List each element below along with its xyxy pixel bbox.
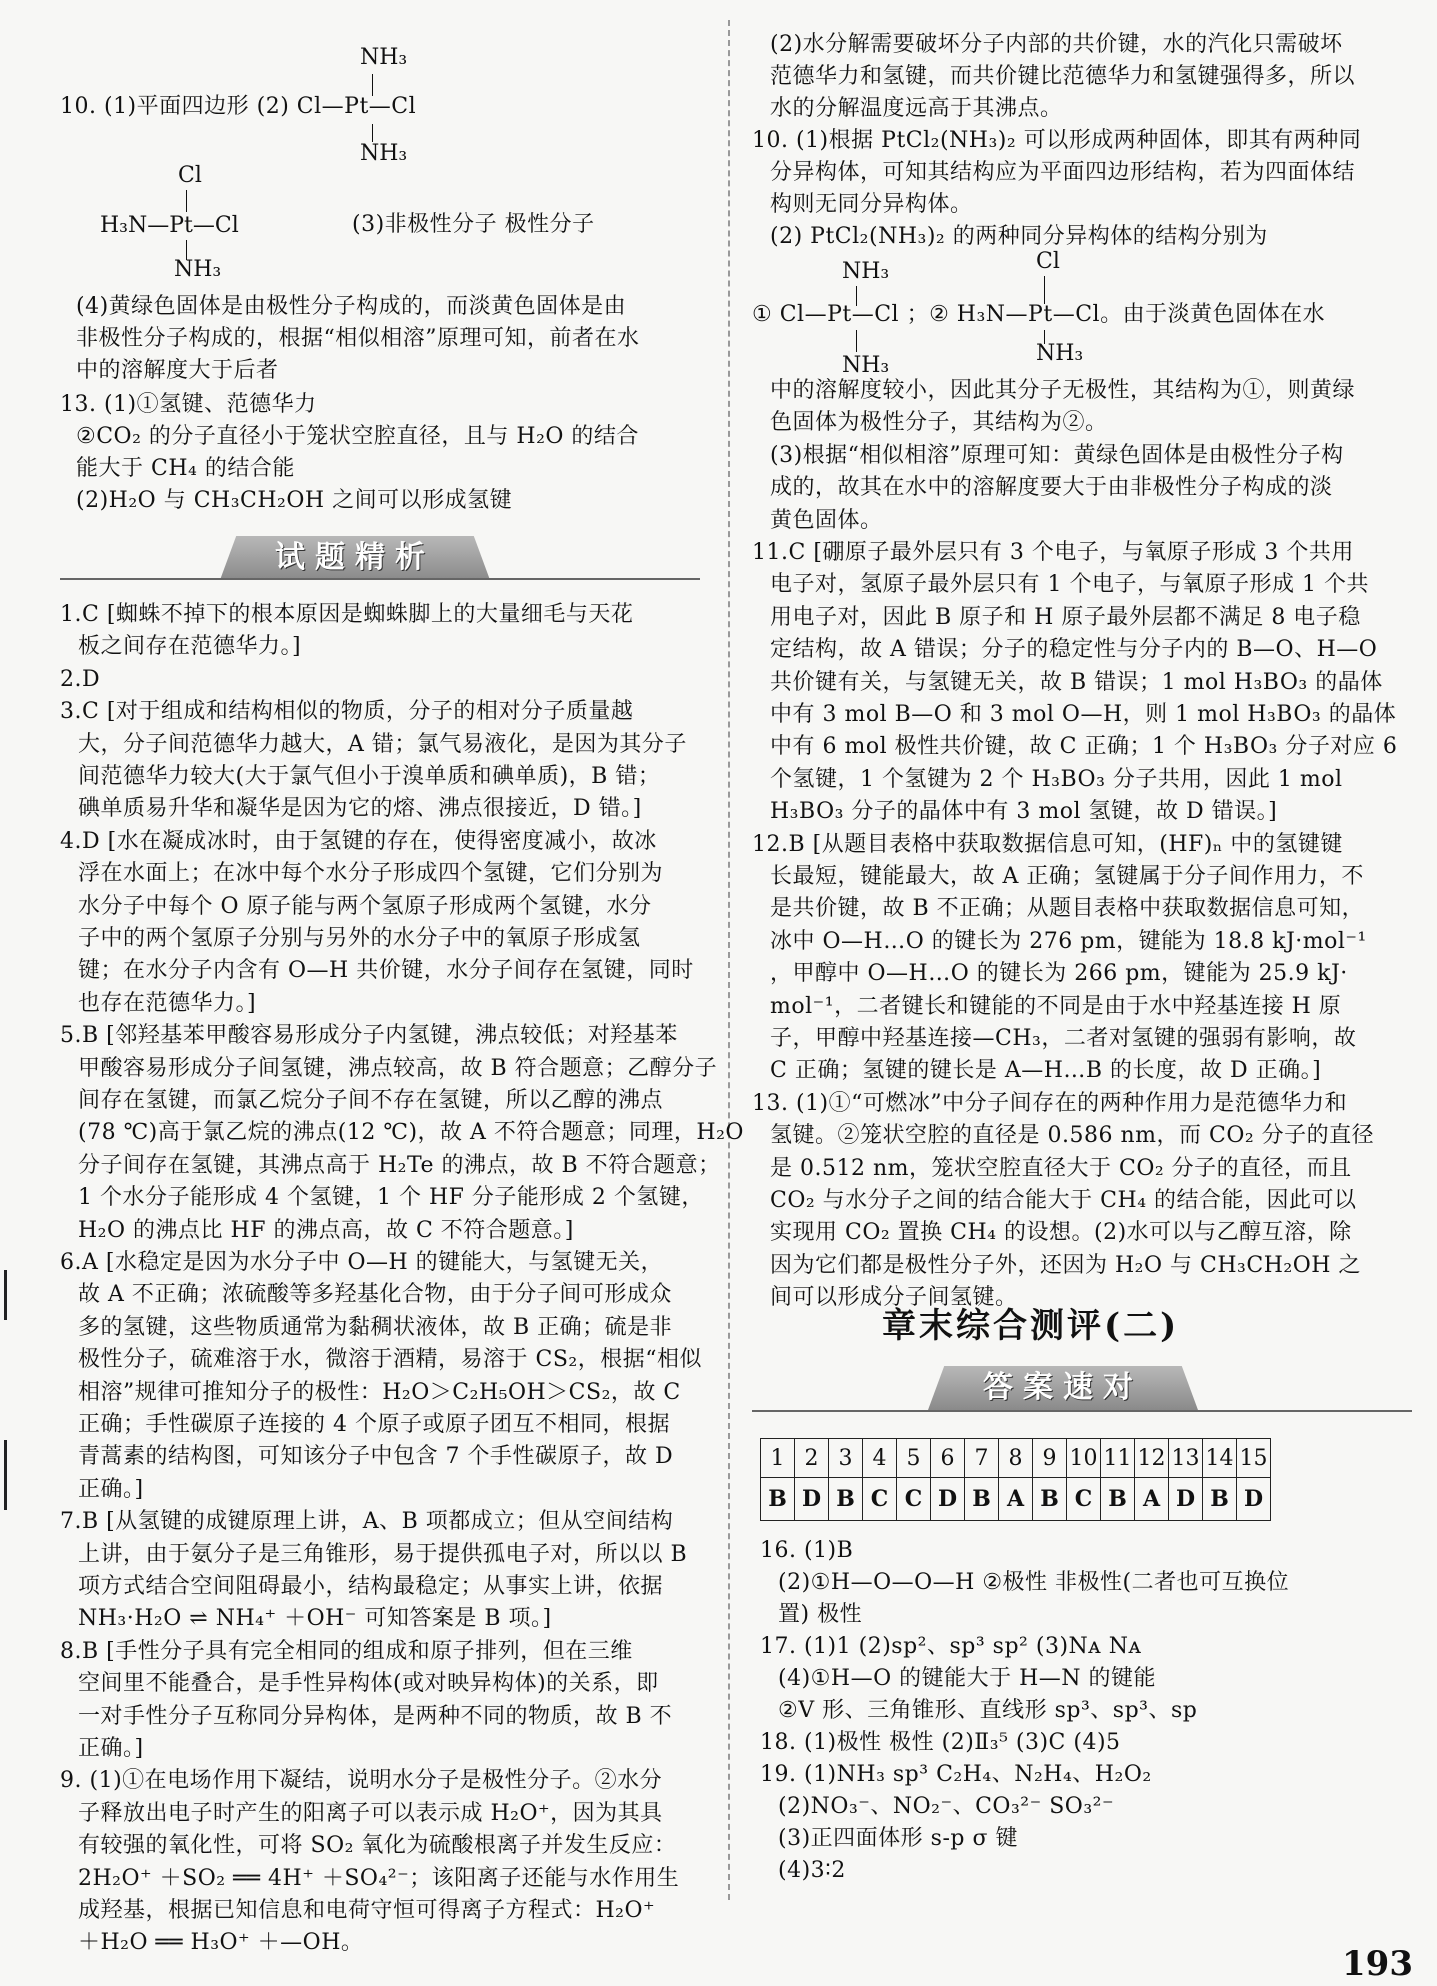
text-line: 有较强的氧化性，可将 SO₂ 氧化为硫酸根离子并发生反应：: [78, 1833, 677, 1859]
text-line: 冰中 O—H…O 的键长为 276 pm，键能为 18.8 kJ·mol⁻¹: [770, 928, 1367, 954]
answer-number-cell: 10: [1067, 1439, 1101, 1478]
answer-letter-cell: B: [1203, 1478, 1237, 1521]
q13-line: 能大于 CH₄ 的结合能: [76, 456, 295, 481]
text-line: 18. (1)极性 极性 (2)Ⅱ₃⁵ (3)C (4)5: [760, 1730, 1121, 1755]
answer-number-cell: 14: [1203, 1439, 1237, 1478]
text-line: (2)①H—O—O—H ②极性 非极性(二者也可互换位: [778, 1570, 1290, 1595]
banner-rule: [752, 1410, 1412, 1412]
answer-number-cell: 12: [1135, 1439, 1169, 1478]
text-line: (4)3∶2: [778, 1858, 846, 1883]
answer-letter-cell: D: [1169, 1478, 1203, 1521]
text-line: 项方式结合空间阻碍最小，结构最稳定；从事实上讲，依据: [78, 1574, 664, 1599]
answer-letter-cell: B: [1101, 1478, 1135, 1521]
text-line: H₃BO₃ 分子的晶体中有 3 mol 氢键，故 D 错误。]: [770, 799, 1278, 825]
text-line: 子，甲醇中羟基连接—CH₃，二者对氢键的强弱有影响，故: [770, 1026, 1357, 1051]
text-line: 8.B [手性分子具有完全相同的组成和原子排列，但在三维: [60, 1638, 633, 1664]
iso2-bottom: NH₃: [1036, 341, 1084, 366]
answer-number-cell: 2: [795, 1439, 829, 1478]
iso1-bond-down: [856, 330, 857, 352]
answer-letter-row: [761, 1478, 1271, 1521]
section-banner-answers: [928, 1366, 1198, 1410]
text-line: 16. (1)B: [760, 1538, 854, 1563]
banner-text: 答案速对: [983, 1370, 1143, 1405]
text-line: 色固体为极性分子，其结构为②。: [770, 410, 1108, 436]
page-number: 193: [1342, 1944, 1413, 1984]
text-line: 范德华力和氢键，而共价键比范德华力和氢键强得多，所以: [770, 64, 1356, 89]
text-line: 定结构，故 A 错误；分子的稳定性与分子内的 B—O、H—O: [770, 637, 1378, 663]
iso1-top: NH₃: [842, 259, 890, 284]
text-line: 键；在水分子内含有 O—H 共价键，水分子间存在氢键，同时: [78, 958, 694, 984]
answer-number-cell: 8: [999, 1439, 1033, 1478]
q10-struct2-top: Cl: [178, 163, 202, 188]
text-line: 3.C [对于组成和结构相似的物质，分子的相对分子质量越: [60, 699, 634, 725]
text-line: 1.C [蜘蛛不掉下的根本原因是蜘蛛脚上的大量细毛与天花: [60, 602, 634, 627]
answer-letter-cell: D: [931, 1478, 965, 1521]
text-line: 19. (1)NH₃ sp³ C₂H₄、N₂H₄、H₂O₂: [760, 1762, 1152, 1787]
text-line: 成的，故其在水中的溶解度要大于由非极性分子构成的淡: [770, 475, 1333, 501]
column-divider: [728, 20, 730, 1900]
answer-table: [760, 1438, 1271, 1521]
text-line: 长最短，键能最大，故 A 正确；氢键属于分子间作用力，不: [770, 864, 1364, 889]
text-line: 子中的两个氢原子分别与另外的水分子中的氧原子形成氢: [78, 926, 641, 951]
text-line: 13. (1)①“可燃冰”中分子间存在的两种作用力是范德华力和: [752, 1090, 1348, 1116]
text-line: 7.B [从氢键的成键原理上讲，A、B 项都成立；但从空间结构: [60, 1509, 674, 1535]
text-line: 故 A 不正确；浓硫酸等多羟基化合物，由于分子间可形成众: [78, 1282, 672, 1308]
text-line: 正确；手性碳原子连接的 4 个原子或原子团互不相同，根据: [78, 1412, 670, 1437]
text-line: 间存在氢键，而氯乙烷分子间不存在氢键，所以乙醇的沸点: [78, 1088, 664, 1113]
text-line: 空间里不能叠合，是手性异构体(或对映异构体)的关系，即: [78, 1671, 659, 1697]
q10-struct2-bond-up: [186, 190, 187, 212]
text-line: 2.D: [60, 666, 101, 692]
banner-text: 试题精析: [275, 540, 435, 575]
text-line: 电子对，氢原子最外层只有 1 个电子，与氧原子形成 1 个共: [770, 572, 1369, 598]
text-line: (2)水分解需要破坏分子内部的共价键，水的汽化只需破坏: [770, 32, 1343, 57]
text-line: 甲酸容易形成分子间氢键，沸点较高，故 B 符合题意；乙醇分子: [78, 1055, 718, 1081]
iso-mid-line: ① Cl—Pt—Cl ；② H₃N—Pt—Cl。由于淡黄色固体在水: [752, 302, 1326, 327]
text-line: 大，分子间范德华力越大，A 错；氯气易液化，是因为其分子: [78, 731, 687, 757]
text-line: 共价键有关，与氢键无关，故 B 错误；1 mol H₃BO₃ 的晶体: [770, 669, 1383, 695]
q10-part4-line: 中的溶解度大于后者: [76, 358, 279, 383]
answer-letter-cell: C: [897, 1478, 931, 1521]
text-line: 构则无同分异构体。: [770, 192, 973, 217]
answer-number-cell: 6: [931, 1439, 965, 1478]
text-line: 正确。]: [78, 1476, 144, 1502]
q13-line: ②CO₂ 的分子直径小于笼状空腔直径，且与 H₂O 的结合: [76, 424, 639, 449]
answer-letter-cell: C: [863, 1478, 897, 1521]
banner-rule: [60, 578, 700, 580]
q10-struct2-bottom: NH₃: [174, 257, 222, 282]
text-line: 也存在范德华力。]: [78, 990, 257, 1016]
q10-struct1-bottom: NH₃: [360, 141, 408, 166]
text-line: (2) PtCl₂(NH₃)₂ 的两种同分异构体的结构分别为: [770, 224, 1268, 249]
answer-letter-cell: A: [999, 1478, 1033, 1521]
text-line: (78 ℃)高于氯乙烷的沸点(12 ℃)，故 A 不符合题意；同理，H₂O: [78, 1120, 744, 1146]
text-line: 分异构体，可知其结构应为平面四边形结构，若为四面体结: [770, 160, 1356, 185]
text-line: 水的分解温度远高于其沸点。: [770, 96, 1063, 121]
text-line: 相溶”规律可推知分子的极性：H₂O＞C₂H₅OH＞CS₂，故 C: [78, 1379, 681, 1405]
text-line: 是共价键，故 B 不正确；从题目表格中获取数据信息可知，: [770, 896, 1365, 922]
answer-letter-cell: B: [1033, 1478, 1067, 1521]
answer-number-cell: 15: [1237, 1439, 1271, 1478]
section-banner-analysis: [220, 536, 490, 580]
text-line: 中有 3 mol B—O 和 3 mol O—H，则 1 mol H₃BO₃ 的晶体: [770, 702, 1397, 727]
q13-line: 13. (1)①氢键、范德华力: [60, 392, 317, 417]
text-line: 子释放出电子时产生的阳离子可以表示成 H₂O⁺，因为其具: [78, 1800, 663, 1826]
text-line: CO₂ 与水分子之间的结合能大于 CH₄ 的结合能，因此可以: [770, 1188, 1357, 1213]
text-line: NH₃·H₂O ⇌ NH₄⁺ ＋OH⁻ 可知答案是 B 项。]: [78, 1606, 552, 1632]
text-line: 极性分子，硫难溶于水，微溶于酒精，易溶于 CS₂，根据“相似: [78, 1347, 702, 1373]
answer-letter-cell: B: [761, 1478, 795, 1521]
text-line: H₂O 的沸点比 HF 的沸点高，故 C 不符合题意。]: [78, 1217, 574, 1243]
text-line: 浮在水面上；在冰中每个水分子形成四个氢键，它们分别为: [78, 861, 664, 887]
text-line: 因为它们都是极性分子外，还因为 H₂O 与 CH₃CH₂OH 之: [770, 1252, 1361, 1278]
section-title: 章末综合测评(二): [882, 1306, 1180, 1346]
answer-letter-cell: B: [965, 1478, 999, 1521]
text-line: 氢键。②笼状空腔的直径是 0.586 nm，而 CO₂ 分子的直径: [770, 1123, 1375, 1149]
answer-number-cell: 5: [897, 1439, 931, 1478]
answer-number-row: [761, 1439, 1271, 1478]
text-line: 成羟基，根据已知信息和电荷守恒可得离子方程式：H₂O⁺: [78, 1898, 656, 1923]
text-line: 是 0.512 nm，笼状空腔直径大于 CO₂ 分子的直径，而且: [770, 1155, 1352, 1181]
text-line: 黄色固体。: [770, 507, 883, 533]
text-line: (2)NO₃⁻、NO₂⁻、CO₃²⁻ SO₃²⁻: [778, 1794, 1115, 1819]
answer-letter-cell: B: [829, 1478, 863, 1521]
answer-number-cell: 7: [965, 1439, 999, 1478]
margin-mark: [4, 1270, 7, 1320]
q10-part3: (3)非极性分子 极性分子: [352, 212, 595, 237]
q13-line: (2)H₂O 与 CH₃CH₂OH 之间可以形成氢键: [76, 488, 513, 513]
answer-number-cell: 3: [829, 1439, 863, 1478]
text-line: C 正确；氢键的键长是 A—H…B 的长度，故 D 正确。]: [770, 1058, 1322, 1084]
text-line: 水分子中每个 O 原子能与两个氢原子形成两个氢键，水分: [78, 893, 652, 919]
text-line: ②V 形、三角锥形、直线形 sp³、sp³、sp: [778, 1698, 1198, 1723]
text-line: 6.A [水稳定是因为水分子中 O—H 的键能大，与氢键无关，: [60, 1250, 664, 1275]
answer-letter-cell: C: [1067, 1478, 1101, 1521]
text-line: mol⁻¹，二者键长和键能的不同是由于水中羟基连接 H 原: [770, 993, 1342, 1019]
text-line: 17. (1)1 (2)sp²、sp³ sp² (3)Nᴀ Nᴀ: [760, 1634, 1142, 1659]
answer-letter-cell: A: [1135, 1478, 1169, 1521]
text-line: ，甲醇中 O—H…O 的键长为 266 pm，键能为 25.9 kJ·: [770, 961, 1348, 987]
text-line: 10. (1)根据 PtCl₂(NH₃)₂ 可以形成两种固体，即其有两种同: [752, 128, 1362, 153]
text-line: 实现用 CO₂ 置换 CH₄ 的设想。(2)水可以与乙醇互溶，除: [770, 1220, 1352, 1246]
answer-letter-cell: D: [1237, 1478, 1271, 1521]
q10-part4-line: 非极性分子构成的，根据“相似相溶”原理可知，前者在水: [76, 326, 640, 351]
text-line: 间可以形成分子间氢键。: [770, 1285, 1018, 1311]
text-line: 正确。]: [78, 1736, 144, 1761]
text-line: 板之间存在范德华力。]: [78, 634, 302, 660]
text-line: 2H₂O⁺ ＋SO₂ ══ 4H⁺ ＋SO₄²⁻；该阳离子还能与水作用生: [78, 1865, 680, 1891]
text-line: 中的溶解度较小，因此其分子无极性，其结构为①，则黄绿: [770, 378, 1356, 403]
text-line: 12.B [从题目表格中获取数据信息可知，(HF)ₙ 中的氢键键: [752, 831, 1343, 857]
text-line: 1 个水分子能形成 4 个氢键，1 个 HF 分子能形成 2 个氢键，: [78, 1185, 704, 1211]
text-line: 9. (1)①在电场作用下凝结，说明水分子是极性分子。②水分: [60, 1768, 663, 1794]
text-line: 一对手性分子互称同分异构体，是两种不同的物质，故 B 不: [78, 1703, 673, 1729]
q10-struct1-top: NH₃: [360, 45, 408, 70]
text-line: 上讲，由于氨分子是三角锥形，易于提供孤电子对，所以以 B: [78, 1541, 688, 1567]
text-line: 青蒿素的结构图，可知该分子中包含 7 个手性碳原子，故 D: [78, 1444, 674, 1470]
text-line: 间范德华力较大(大于氯气但小于溴单质和碘单质)，B 错；: [78, 764, 661, 789]
q10-struct2-mid: H₃N—Pt—Cl: [100, 213, 239, 238]
text-line: 5.B [邻羟基苯甲酸容易形成分子内氢键，沸点较低；对羟基苯: [60, 1023, 678, 1049]
margin-mark: [4, 1440, 7, 1510]
q10-head: 10. (1)平面四边形 (2) Cl—Pt—Cl: [60, 94, 417, 119]
iso2-top: Cl: [1036, 249, 1060, 274]
answer-number-cell: 1: [761, 1439, 795, 1478]
text-line: 中有 6 mol 极性共价键，故 C 正确；1 个 H₃BO₃ 分子对应 6: [770, 734, 1398, 760]
answer-number-cell: 11: [1101, 1439, 1135, 1478]
text-line: 4.D [水在凝成冰时，由于氢键的存在，使得密度减小，故冰: [60, 828, 657, 854]
answer-number-cell: 9: [1033, 1439, 1067, 1478]
iso1-bottom: NH₃: [842, 353, 890, 378]
text-line: 用电子对，因此 B 原子和 H 原子最外层都不满足 8 电子稳: [770, 604, 1361, 630]
text-line: 个氢键，1 个氢键为 2 个 H₃BO₃ 分子共用，因此 1 mol: [770, 766, 1343, 792]
text-line: 置) 极性: [778, 1602, 863, 1627]
text-line: 多的氢键，这些物质通常为黏稠状液体，故 B 正确；硫是非: [78, 1314, 673, 1340]
q10-part4-line: (4)黄绿色固体是由极性分子构成的，而淡黄色固体是由: [76, 294, 627, 319]
text-line: ＋H₂O ══ H₃O⁺ ＋—OH。: [78, 1930, 364, 1956]
text-line: (3)正四面体形 s-p σ 键: [778, 1826, 1018, 1851]
text-line: (4)①H—O 的键能大于 H—N 的键能: [778, 1666, 1157, 1691]
text-line: 分子间存在氢键，其沸点高于 H₂Te 的沸点，故 B 不符合题意；: [78, 1152, 721, 1178]
text-line: 碘单质易升华和凝华是因为它的熔、沸点很接近，D 错。]: [78, 796, 642, 822]
text-line: (3)根据“相似相溶”原理可知：黄绿色固体是由极性分子构: [770, 442, 1344, 468]
answer-number-cell: 4: [863, 1439, 897, 1478]
answer-number-cell: 13: [1169, 1439, 1203, 1478]
answer-letter-cell: D: [795, 1478, 829, 1521]
text-line: 11.C [硼原子最外层只有 3 个电子，与氧原子形成 3 个共用: [752, 540, 1354, 565]
